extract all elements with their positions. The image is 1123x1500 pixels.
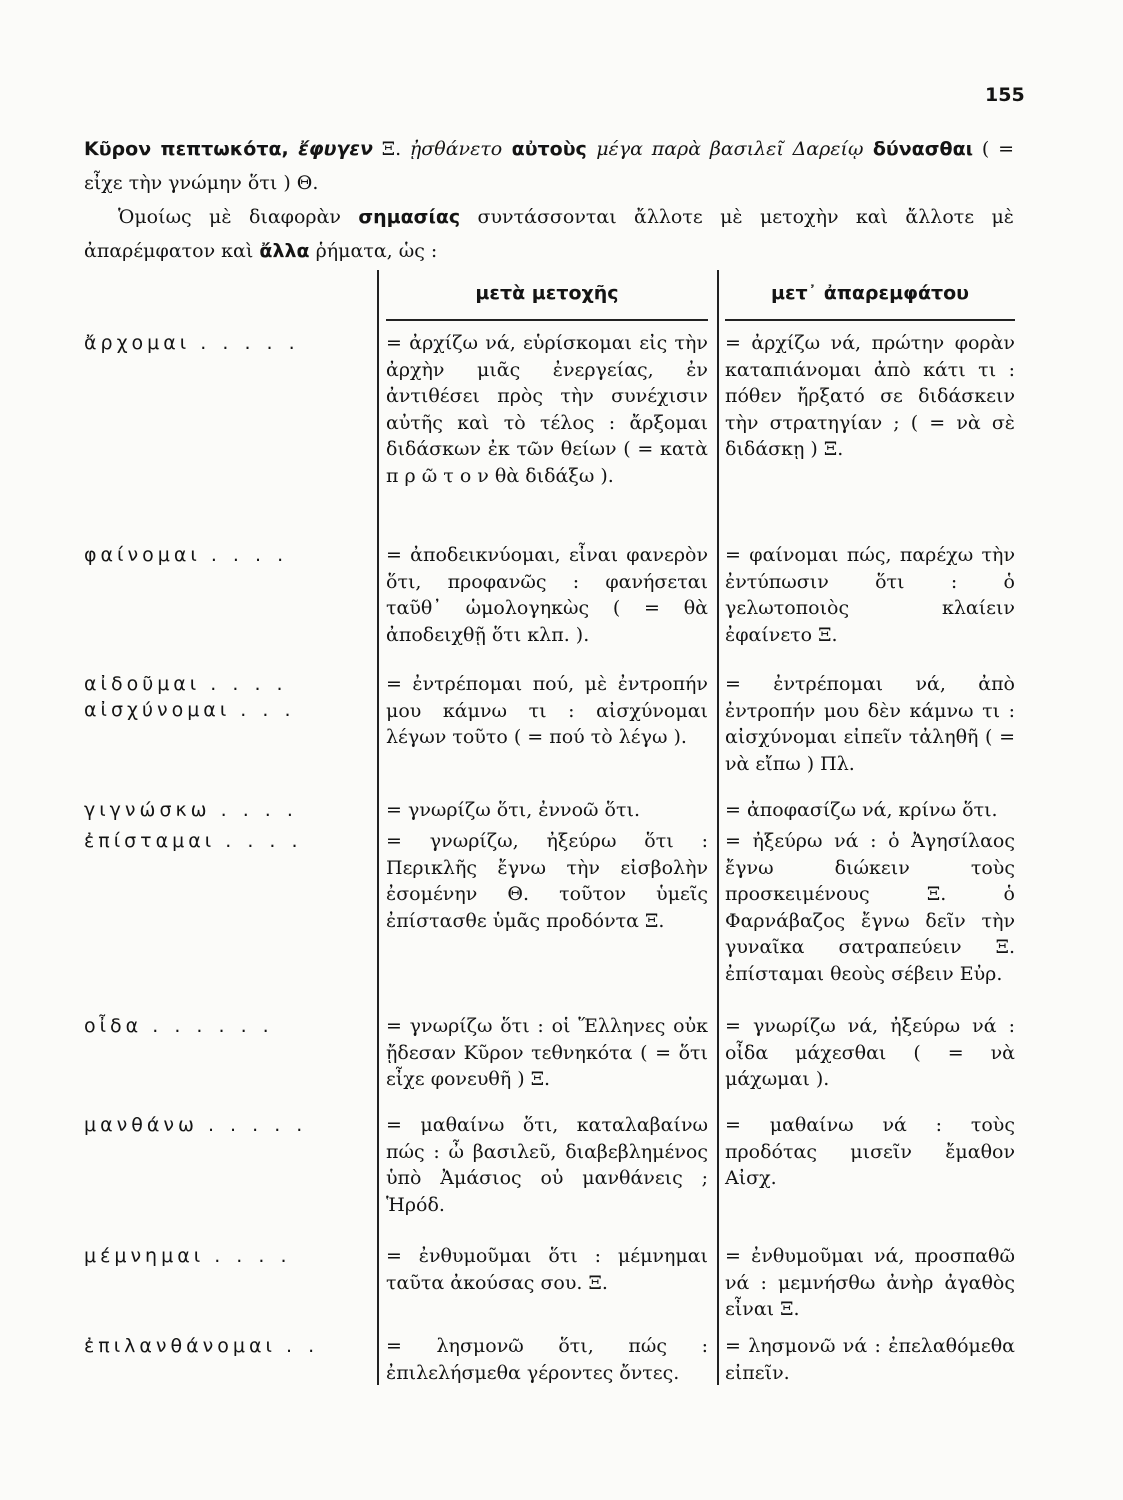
intro-paragraph-1: Κῦρον πεπτωκότα, ἔφυγεν Ξ. ᾐσθάνετο αὐτοὺς μέγα παρὰ βασιλεῖ Δαρείῳ δύνασθαι ( = εἶχε τὴν γνώμην ὅτι ) Θ. <box>84 138 1014 194</box>
header-with-participle: μετὰ μετοχῆς <box>475 282 619 304</box>
participle-meaning: = ἐνθυμοῦμαι ὅτι : μέμνημαι ταῦτα ἀκούσας σου. Ξ. <box>386 1245 708 1294</box>
verb-term: ἐπιλανθάνομαι . . <box>84 1335 320 1357</box>
column-divider-left <box>377 270 379 1385</box>
header-rule-left <box>386 319 708 321</box>
infinitive-meaning: = μαθαίνω νά : τοὺς προδότας μισεῖν ἔμαθον Αἰσχ. <box>725 1114 1015 1189</box>
verb-term: ἐπίσταμαι . . . . <box>84 830 303 852</box>
infinitive-meaning: = ἀποφασίζω νά, κρίνω ὅτι. <box>725 799 998 821</box>
intro-text <box>84 132 1014 268</box>
infinitive-meaning: = ἐνθυμοῦμαι νά, προσπαθῶ νά : μεμνήσθω ἀνὴρ ἀγαθὸς εἶναι Ξ. <box>725 1245 1015 1320</box>
header-rule-right <box>725 319 1015 321</box>
verb-term: μανθάνω . . . . . <box>84 1114 308 1136</box>
participle-meaning: = μαθαίνω ὅτι, καταλαβαίνω πώς : ὦ βασιλεῦ, διαβεβλημένος ὑπὸ Ἀμάσιος οὐ μανθάνεις ; Ἡρόδ. <box>386 1114 708 1216</box>
verb-term: οἶδα . . . . . . <box>84 1015 274 1037</box>
participle-meaning: = ἐντρέπομαι πού, μὲ ἐντροπήν μου κάμνω τι : αἰσχύνομαι λέγων τοῦτο ( = πού τὸ λέγω ). <box>386 673 708 748</box>
verb-term: μέμνημαι . . . . <box>84 1245 292 1267</box>
verb-term: αἰδοῦμαι . . . . <box>84 673 288 695</box>
page-number: 155 <box>985 84 1025 106</box>
infinitive-meaning: = φαίνομαι πώς, παρέχω τὴν ἐντύπωσιν ὅτι : ὁ γελωτοποιὸς κλαίειν ἐφαίνετο Ξ. <box>725 544 1015 646</box>
participle-meaning: = λησμονῶ ὅτι, πώς : ἐπιλελήσμεθα γέροντες ὄντες. <box>386 1335 708 1384</box>
header-with-infinitive: μετ᾽ ἀπαρεμφάτου <box>770 282 969 304</box>
infinitive-meaning: = ἠξεύρω νά : ὁ Ἀγησίλαος ἔγνω διώκειν τοὺς προσκειμένους Ξ. ὁ Φαρνάβαζος ἔγνω δεῖν τὴν γυναῖκα σατραπεύειν Ξ. ἐπίσταμαι θεοὺς σέβειν Εὐρ. <box>725 830 1015 985</box>
participle-meaning: = ἀποδεικνύομαι, εἶναι φανερὸν ὅτι, προφανῶς : φανήσεται ταῦθ᾽ ὡμολογηκὼς ( = θὰ ἀποδειχθῇ ὅτι κλπ. ). <box>386 544 708 646</box>
verb-term: φαίνομαι . . . . <box>84 544 289 566</box>
participle-meaning: = ἀρχίζω νά, εὑρίσκομαι εἰς τὴν ἀρχὴν μιᾶς ἐνεργείας, ἐν ἀντιθέσει πρὸς τὴν συνέχισιν αὐτῆς καὶ τὸ τέλος : ἄρξομαι διδάσκων ἐκ τῶν θείων ( = κατὰ π ρ ῶ τ ο ν θὰ διδάξω ). <box>386 332 708 487</box>
verb-term: γιγνώσκω . . . . <box>84 799 298 821</box>
infinitive-meaning: = ἐντρέπομαι νά, ἀπὸ ἐντροπήν μου δὲν κάμνω τι : αἰσχύνομαι εἰπεῖν τἀληθῆ ( = νὰ εἴπω ) Πλ. <box>725 673 1015 775</box>
infinitive-meaning: = λησμονῶ νά : ἐπελαθόμεθα εἰπεῖν. <box>725 1335 1015 1384</box>
participle-meaning: = γνωρίζω ὅτι : οἱ Ἕλληνες οὐκ ᾔδεσαν Κῦρον τεθνηκότα ( = ὅτι εἶχε φονευθῆ ) Ξ. <box>386 1015 708 1090</box>
intro-paragraph-2: Ὁμοίως μὲ διαφορὰν σημασίας συντάσσονται ἄλλοτε μὲ μετοχὴν καὶ ἄλλοτε μὲ ἀπαρέμφατον καὶ ἄλλα ῥήματα, ὡς : <box>84 206 1014 262</box>
verb-term-secondary: αἰσχύνομαι . . . <box>84 699 296 721</box>
column-divider-right <box>717 270 719 1385</box>
participle-meaning: = γνωρίζω ὅτι, ἐννοῶ ὅτι. <box>386 799 640 821</box>
verb-term: ἄρχομαι . . . . . <box>84 332 300 354</box>
participle-meaning: = γνωρίζω, ἠξεύρω ὅτι : Περικλῆς ἔγνω τὴν εἰσβολὴν ἐσομένην Θ. τοῦτον ὑμεῖς ἐπίστασθε ὑμᾶς προδόντα Ξ. <box>386 830 708 932</box>
infinitive-meaning: = γνωρίζω νά, ἠξεύρω νά : οἶδα μάχεσθαι ( = νὰ μάχωμαι ). <box>725 1015 1015 1090</box>
infinitive-meaning: = ἀρχίζω νά, πρώτην φορὰν καταπιάνομαι ἀπὸ κάτι τι : πόθεν ἤρξατό σε διδάσκειν τὴν στρατηγίαν ; ( = νὰ σὲ διδάσκῃ ) Ξ. <box>725 332 1015 460</box>
